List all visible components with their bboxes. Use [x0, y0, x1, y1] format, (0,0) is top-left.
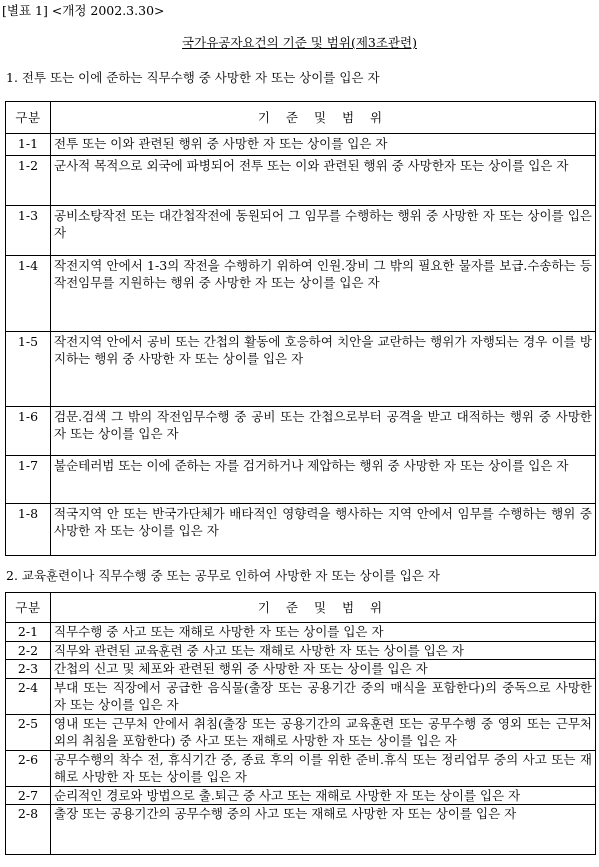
table-row: [6, 750, 596, 786]
row-number: 1-2: [6, 156, 51, 206]
table-row: [6, 156, 596, 206]
table-row: [6, 134, 596, 156]
row-number: 2-1: [6, 623, 51, 642]
table-row: [6, 805, 596, 855]
row-criteria-text: 작전지역 안에서 1-3의 작전을 수행하기 위하여 인원.장비 그 밖의 필요한 물자를 보급.수송하는 등 작전임무를 지원하는 행위 중 사망한 자 또는 상이를 입은 자: [51, 256, 596, 332]
row-number: 1-5: [6, 332, 51, 407]
column-header-category: 구분: [6, 102, 51, 134]
row-number: 1-7: [6, 456, 51, 504]
row-number: 2-5: [6, 714, 51, 750]
row-number: 1-3: [6, 206, 51, 256]
row-criteria-text: 작전지역 안에서 공비 또는 간첩의 활동에 호응하여 치안을 교란하는 행위가 자행되는 경우 이를 방지하는 행위 중 사망한 자 또는 상이를 입은 자: [51, 332, 596, 407]
row-criteria-text: 순리적인 경로와 방법으로 출.퇴근 중 사고 또는 재해로 사망한 자 또는 상이를 입은 자: [51, 786, 596, 805]
row-number: 2-6: [6, 750, 51, 786]
table-row: [6, 786, 596, 805]
row-number: 1-6: [6, 407, 51, 456]
row-criteria-text: 공비소탕작전 또는 대간첩작전에 동원되어 그 임무를 수행하는 행위 중 사망한 자 또는 상이를 입은 자: [51, 206, 596, 256]
row-number: 1-4: [6, 256, 51, 332]
row-number: 2-8: [6, 805, 51, 855]
row-criteria-text: 부대 또는 직장에서 공급한 음식물(출장 또는 공용기간 중의 매식을 포함한다)의 중독으로 사망한 자 또는 상이를 입은 자: [51, 678, 596, 714]
section-2-table: [5, 592, 596, 855]
table-row: [6, 660, 596, 679]
table-row: [6, 504, 596, 556]
section-2-heading: 2. 교육훈련이나 직무수행 중 또는 공무로 인하여 사망한 자 또는 상이를 입은 자: [6, 568, 440, 583]
row-criteria-text: 간첩의 신고 및 체포와 관련된 행위 중 사망한 자 또는 상이를 입은 자: [51, 660, 596, 679]
table-header-row: [6, 593, 596, 623]
table-row: [6, 641, 596, 660]
table-row: [6, 332, 596, 407]
column-header-category: 구분: [6, 593, 51, 623]
row-number: 2-7: [6, 786, 51, 805]
table-row: [6, 456, 596, 504]
row-number: 1-8: [6, 504, 51, 556]
row-criteria-text: 출장 또는 공용기간의 공무수행 중의 사고 또는 재해로 사망한 자 또는 상이를 입은 자: [51, 805, 596, 855]
row-criteria-text: 영내 또는 근무처 안에서 취침(출장 또는 공용기간의 교육훈련 또는 공무수행 중 영외 또는 근무처 외의 취침을 포함한다) 중 사고 또는 재해로 사망한 자 또는 상이를 입은 자: [51, 714, 596, 750]
row-number: 2-3: [6, 660, 51, 679]
row-criteria-text: 적국지역 안 또는 반국가단체가 배타적인 영향력을 행사하는 지역 안에서 임무를 수행하는 행위 중 사망한 자 또는 상이를 입은 자: [51, 504, 596, 556]
row-number: 2-2: [6, 641, 51, 660]
table-header-row: [6, 102, 596, 134]
row-criteria-text: 공무수행의 착수 전, 휴식기간 중, 종료 후의 이를 위한 준비.휴식 또는 정리업무 중의 사고 또는 재해로 사망한 자 또는 상이를 입은 자: [51, 750, 596, 786]
column-header-criteria: 기 준 및 범 위: [51, 593, 596, 623]
table-row: [6, 678, 596, 714]
row-number: 1-1: [6, 134, 51, 156]
document-title: 국가유공자요건의 기준 및 범위(제3조관련): [182, 35, 417, 50]
section-1-table: [5, 101, 596, 556]
table-row: [6, 714, 596, 750]
table-row: [6, 256, 596, 332]
column-header-criteria: 기 준 및 범 위: [51, 102, 596, 134]
section-1-heading: 1. 전투 또는 이에 준하는 직무수행 중 사망한 자 또는 상이를 입은 자: [6, 70, 380, 85]
row-criteria-text: 불순테러범 또는 이에 준하는 자를 검거하거나 제압하는 행위 중 사망한 자 또는 상이를 입은 자: [51, 456, 596, 504]
row-criteria-text: 직무와 관련된 교육훈련 중 사고 또는 재해로 사망한 자 또는 상이를 입은 자: [51, 641, 596, 660]
row-number: 2-4: [6, 678, 51, 714]
row-criteria-text: 군사적 목적으로 외국에 파병되어 전투 또는 이와 관련된 행위 중 사망한자 또는 상이를 입은 자: [51, 156, 596, 206]
table-row: [6, 623, 596, 642]
table-row: [6, 206, 596, 256]
appendix-note: [별표 1] <개정 2002.3.30>: [2, 3, 165, 18]
table-row: [6, 407, 596, 456]
row-criteria-text: 전투 또는 이와 관련된 행위 중 사망한 자 또는 상이를 입은 자: [51, 134, 596, 156]
row-criteria-text: 검문.검색 그 밖의 작전임무수행 중 공비 또는 간첩으로부터 공격을 받고 대적하는 행위 중 사망한 자 또는 상이를 입은 자: [51, 407, 596, 456]
row-criteria-text: 직무수행 중 사고 또는 재해로 사망한 자 또는 상이를 입은 자: [51, 623, 596, 642]
